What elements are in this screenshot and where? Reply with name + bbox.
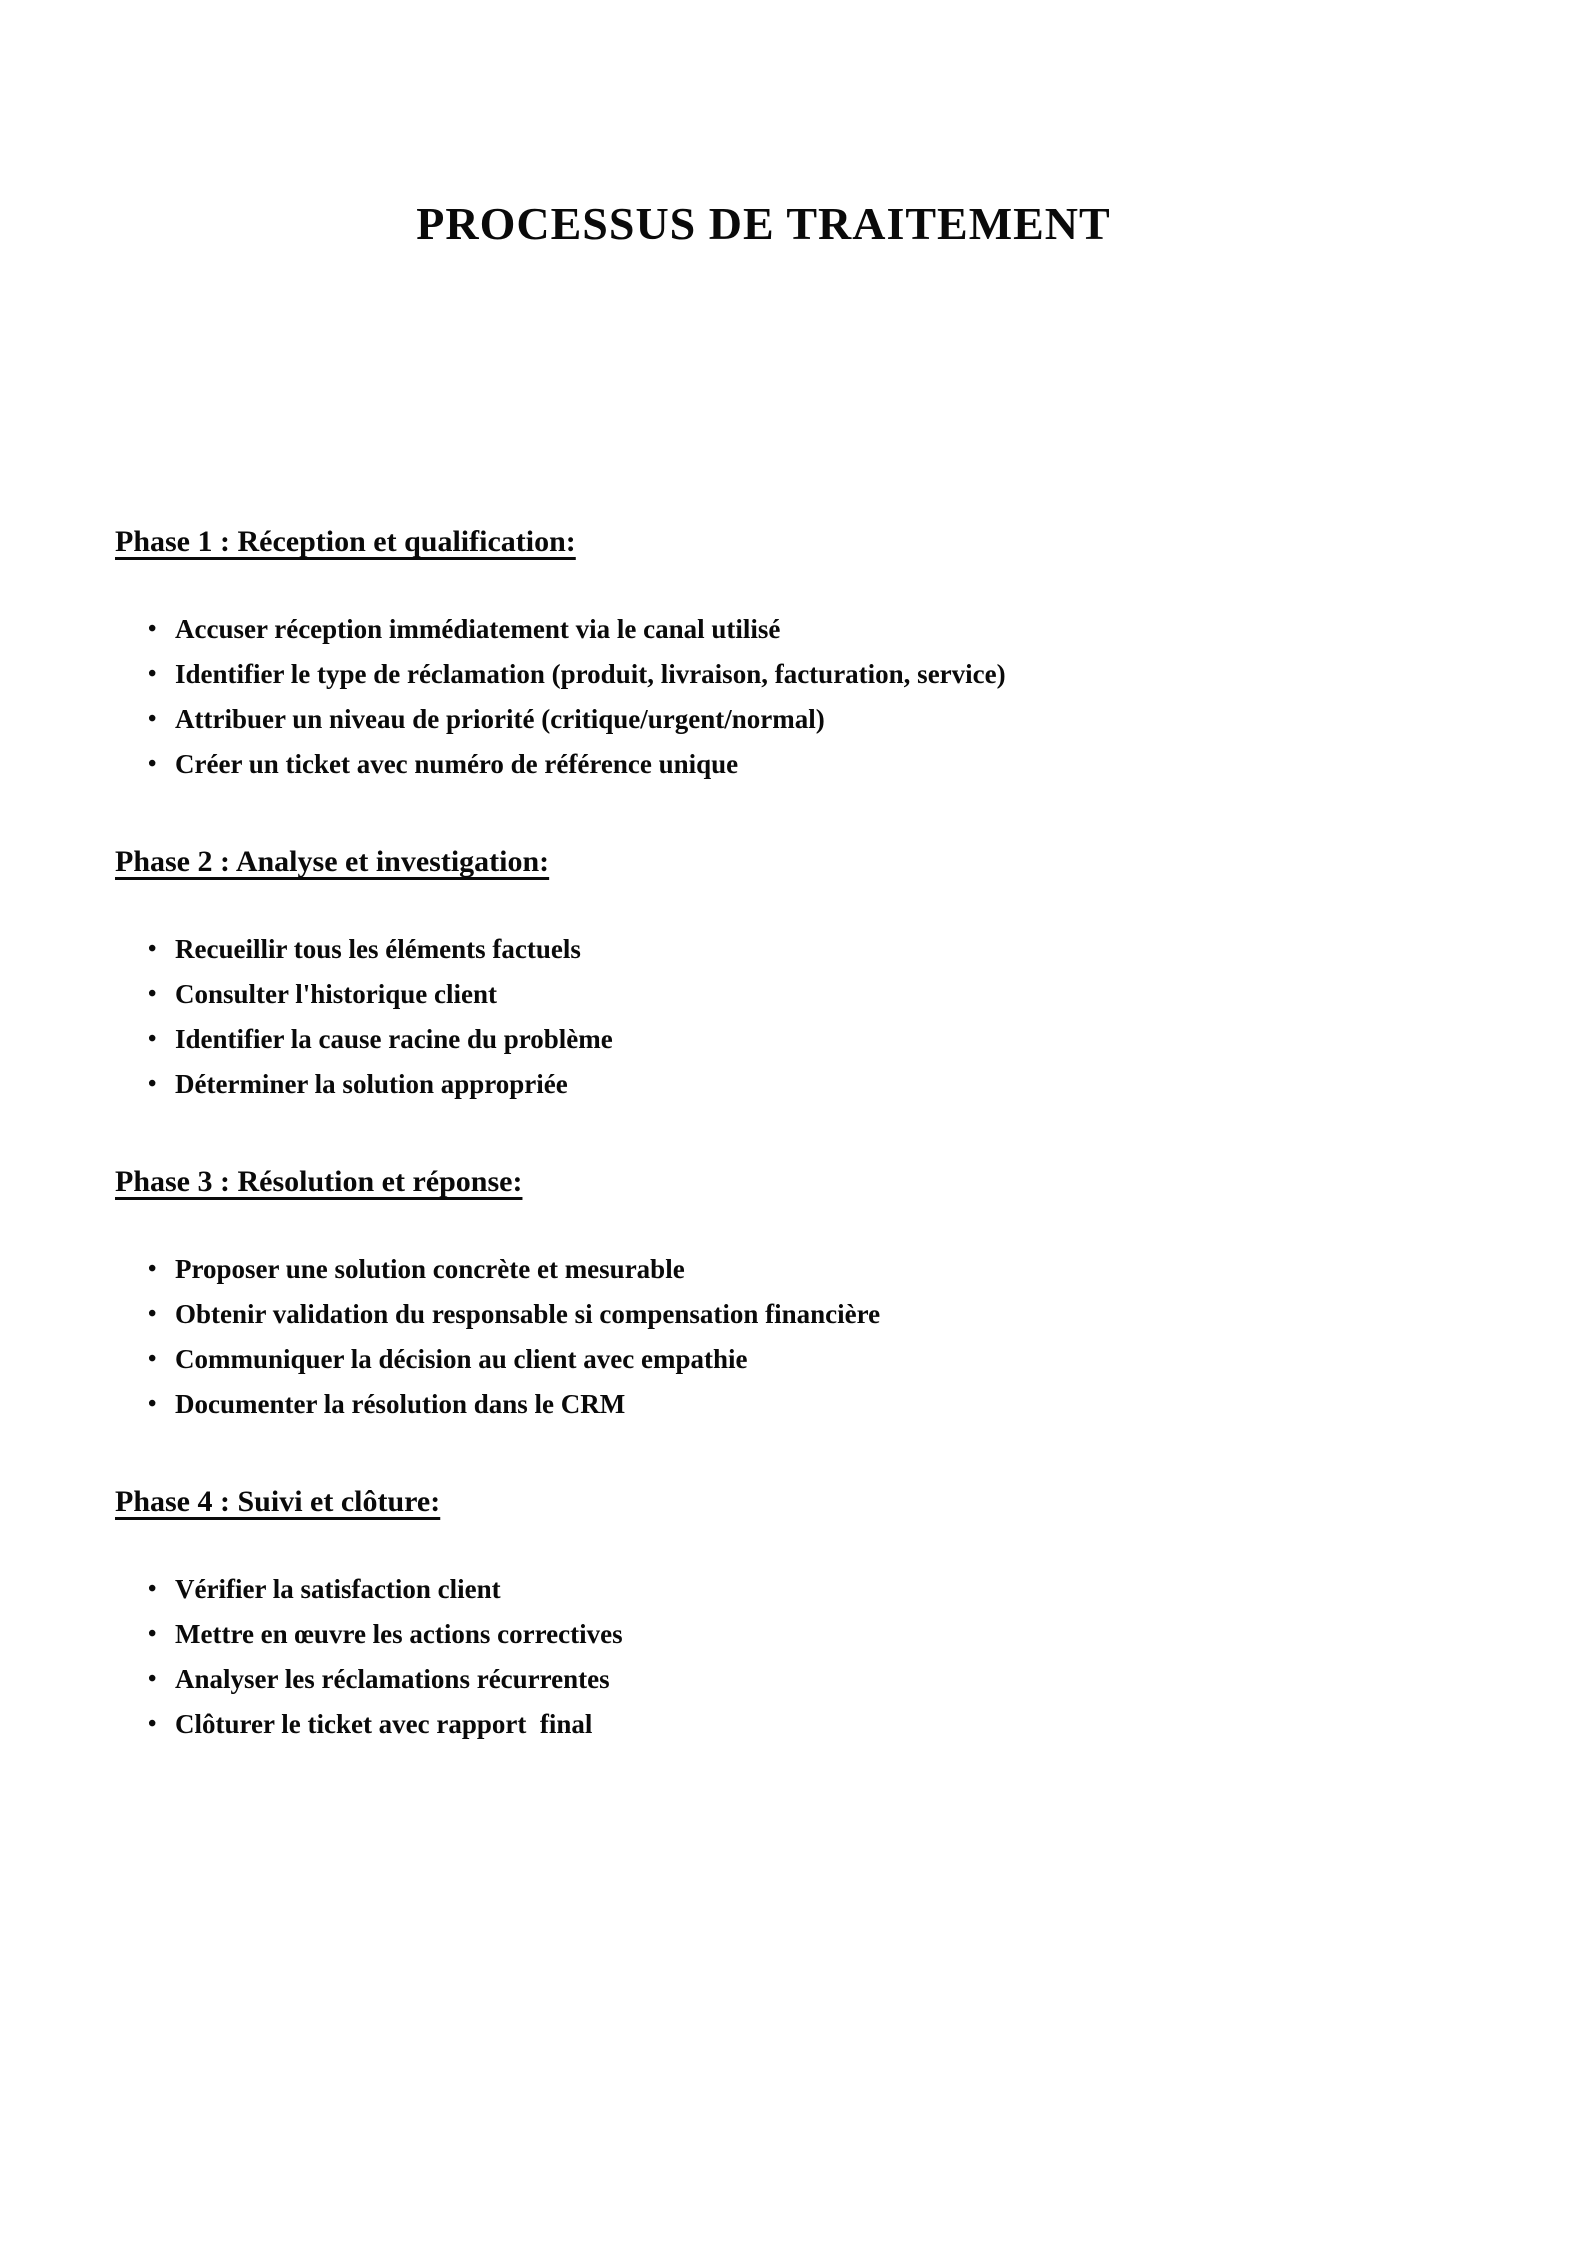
list-item-text: Créer un ticket avec numéro de référence unique (175, 749, 739, 780)
bullet-icon: • (148, 1621, 157, 1648)
bullet-list (148, 607, 1497, 787)
list-item (148, 697, 1497, 742)
list-item (148, 1657, 1497, 1702)
bullet-icon: • (148, 1071, 157, 1098)
list-item-text: Attribuer un niveau de priorité (critique/urgent/normal) (175, 704, 825, 735)
list-item (148, 1292, 1497, 1337)
list-item (148, 742, 1497, 787)
bullet-icon: • (148, 1711, 157, 1738)
list-item (148, 972, 1497, 1017)
bullet-icon: • (148, 751, 157, 778)
list-item (148, 1247, 1497, 1292)
section-heading: Phase 4 : Suivi et clôture: (115, 1485, 441, 1519)
list-item (148, 1062, 1497, 1107)
section-phase-2 (115, 843, 1497, 1107)
section-phase-4 (115, 1483, 1497, 1747)
section-heading: Phase 1 : Réception et qualification: (115, 525, 576, 559)
bullet-icon: • (148, 1346, 157, 1373)
section-phase-3 (115, 1163, 1497, 1427)
list-item-text: Déterminer la solution appropriée (175, 1069, 568, 1100)
section-heading: Phase 3 : Résolution et réponse: (115, 1165, 523, 1199)
list-item-text: Identifier la cause racine du problème (175, 1024, 613, 1055)
bullet-icon: • (148, 1576, 157, 1603)
list-item (148, 1567, 1497, 1612)
section-heading: Phase 2 : Analyse et investigation: (115, 845, 550, 879)
list-item-text: Proposer une solution concrète et mesurable (175, 1254, 685, 1285)
bullet-icon: • (148, 1301, 157, 1328)
section-phase-1 (115, 523, 1497, 787)
bullet-icon: • (148, 616, 157, 643)
list-item-text: Vérifier la satisfaction client (175, 1574, 501, 1605)
list-item-text: Mettre en œuvre les actions correctives (175, 1619, 623, 1650)
list-item (148, 1382, 1497, 1427)
list-item (148, 1612, 1497, 1657)
bullet-icon: • (148, 936, 157, 963)
list-item (148, 1337, 1497, 1382)
list-item-text: Obtenir validation du responsable si compensation financière (175, 1299, 881, 1330)
bullet-list (148, 1247, 1497, 1427)
list-item (148, 652, 1497, 697)
list-item-text: Documenter la résolution dans le CRM (175, 1389, 626, 1420)
bullet-icon: • (148, 1026, 157, 1053)
list-item-text: Recueillir tous les éléments factuels (175, 934, 581, 965)
list-item (148, 927, 1497, 972)
list-item-text: Clôturer le ticket avec rapport final (175, 1709, 593, 1740)
list-item-text: Consulter l'historique client (175, 979, 498, 1010)
document-title: PROCESSUS DE TRAITEMENT (416, 198, 1111, 249)
list-item (148, 1702, 1497, 1747)
bullet-icon: • (148, 706, 157, 733)
list-item (148, 1017, 1497, 1062)
bullet-icon: • (148, 1256, 157, 1283)
bullet-list (148, 1567, 1497, 1747)
bullet-icon: • (148, 981, 157, 1008)
bullet-icon: • (148, 1391, 157, 1418)
list-item-text: Analyser les réclamations récurrentes (175, 1664, 610, 1695)
list-item-text: Identifier le type de réclamation (produit, livraison, facturation, service) (175, 659, 1006, 690)
bullet-icon: • (148, 661, 157, 688)
list-item-text: Accuser réception immédiatement via le canal utilisé (175, 614, 781, 645)
bullet-icon: • (148, 1666, 157, 1693)
document-body (0, 523, 1587, 1747)
bullet-list (148, 927, 1497, 1107)
list-item-text: Communiquer la décision au client avec empathie (175, 1344, 748, 1375)
list-item (148, 607, 1497, 652)
